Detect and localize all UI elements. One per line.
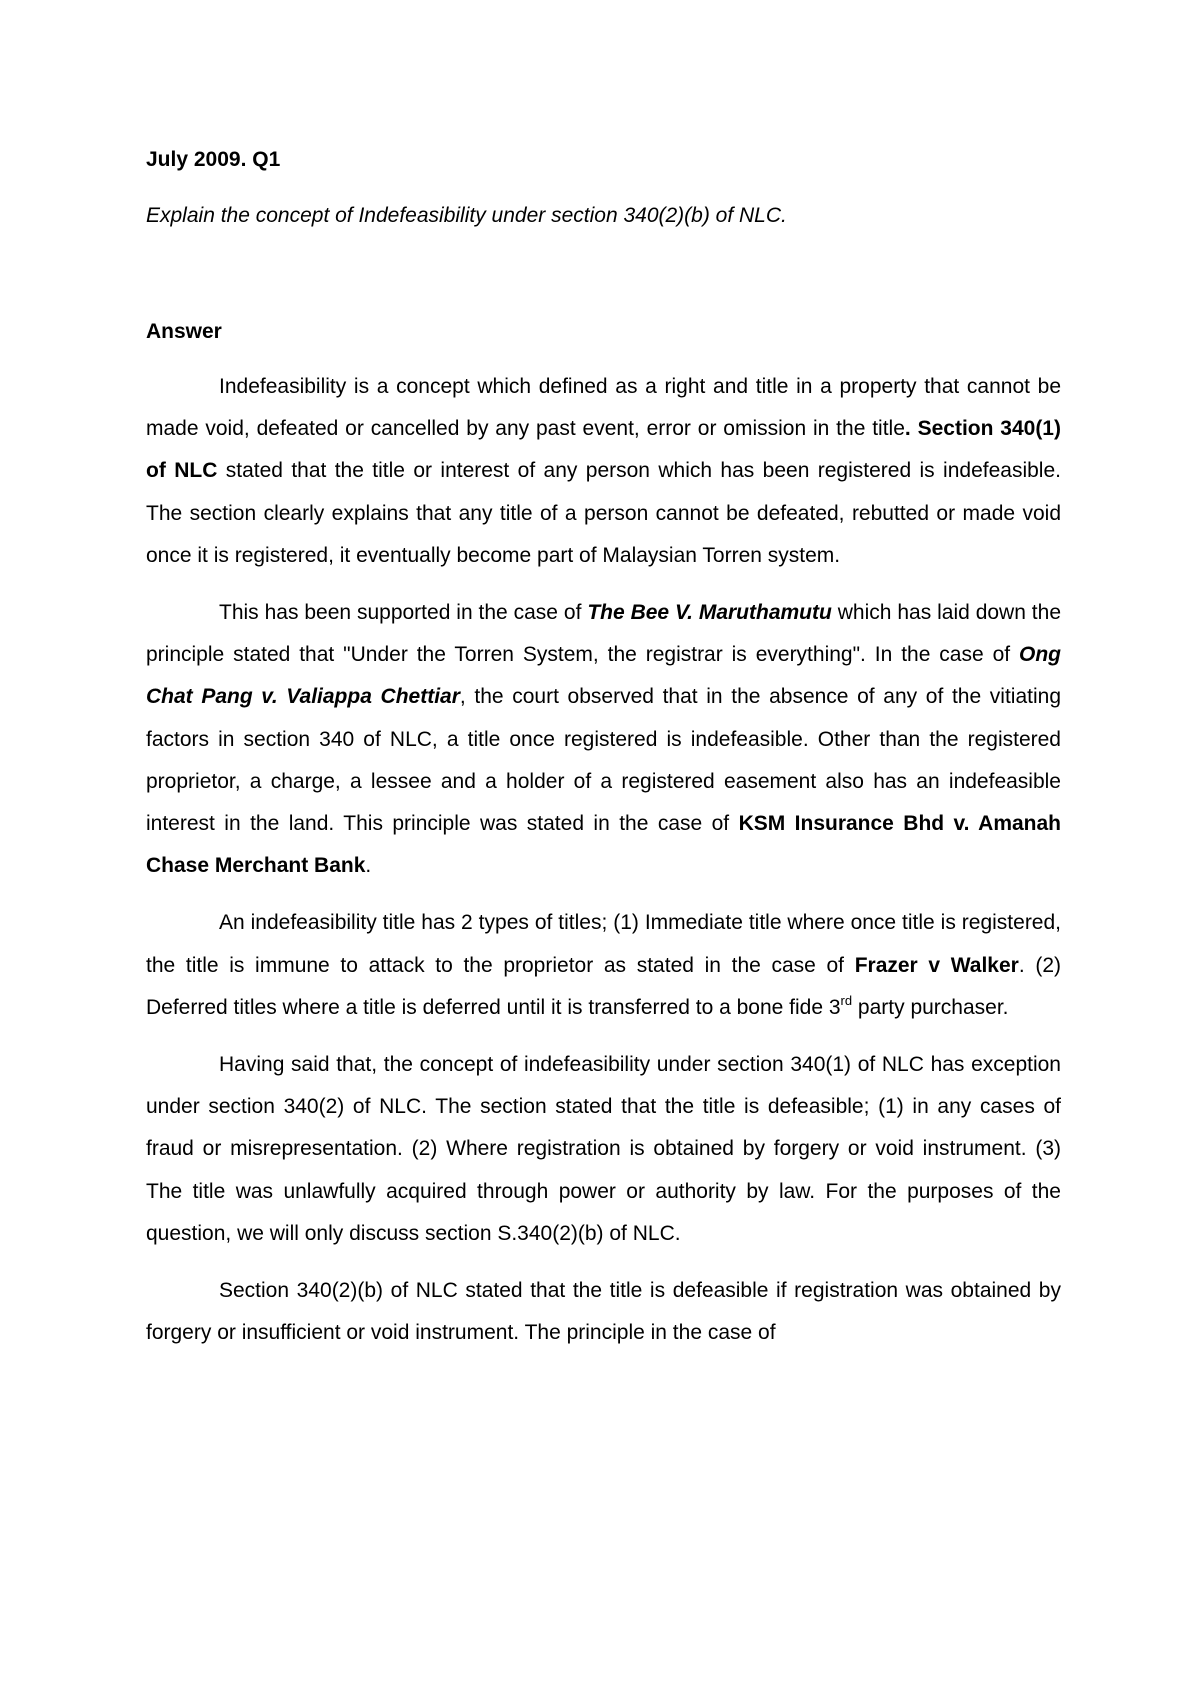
answer-heading: Answer [146,320,222,343]
question-text: Explain the concept of Indefeasibility under section 340(2)(b) of NLC. [146,204,787,227]
statute-reference: . Section 340(1) of NLC [146,417,1061,483]
paragraph-text: . [365,854,372,878]
paragraph-text: which has laid down the principle stated that "Under the Torren System, the registrar is everything". In the case of [146,601,1061,667]
paragraph-text: Having said that, the concept of indefeasibility under section 340(1) of NLC has exception under section 340(2) of NLC. The section stated that the title is defeasible; (1) in any cases of fraud or misrepresentation. (2) Where registration is obtained by forgery or void instrument. (3) The title was unlawfully acquired through power or authority by law. For the purposes of the question, we will only discuss section S.340(2)(b) of NLC. [146,1053,1061,1245]
paragraph-text: , the court observed that in the absence of any of the vitiating factors in section 340 of NLC, a title once registered is indefeasible. Other than the registered proprietor, a charge, a lessee and a holder of a registered easement also has an indefeasible interest in the land. This principle was stated in the case of [146,685,1061,836]
answer-paragraph-4 [146,1044,1061,1255]
document-page [146,138,1061,1354]
ordinal-superscript: rd [840,992,853,1008]
question-heading: July 2009. Q1 [146,148,281,171]
case-citation: Frazer v Walker [854,953,1019,977]
answer-paragraph-2 [146,592,1061,887]
paragraph-text: party purchaser. [852,995,1009,1019]
paragraph-text: stated that the title or interest of any person which has been registered is indefeasible. The section clearly explains that any title of a person cannot be defeated, rebutted or made void once it is registered, it eventually become part of Malaysian Torren system. [146,459,1061,567]
paragraph-text: An indefeasibility title has 2 types of titles; (1) Immediate title where once title is registered, the title is immune to attack to the proprietor as stated in the case of [146,911,1061,977]
paragraph-text: . (2) Deferred titles where a title is deferred until it is transferred to a bone fide 3 [146,953,1061,1019]
paragraph-text: This has been supported in the case of [219,601,588,625]
answer-paragraph-1 [146,366,1061,577]
answer-paragraph-5 [146,1270,1061,1354]
case-citation: Ong Chat Pang v. Valiappa Chettiar [146,643,1061,709]
paragraph-text: Section 340(2)(b) of NLC stated that the title is defeasible if registration was obtained by forgery or insufficient or void instrument. The principle in the case of [146,1279,1061,1345]
paragraph-text: Indefeasibility is a concept which defined as a right and title in a property that cannot be made void, defeated or cancelled by any past event, error or omission in the title [146,375,1061,441]
case-citation: KSM Insurance Bhd v. Amanah Chase Merchant Bank [146,812,1061,878]
answer-paragraph-3 [146,902,1061,1029]
case-citation: The Bee V. Maruthamutu [587,601,832,625]
